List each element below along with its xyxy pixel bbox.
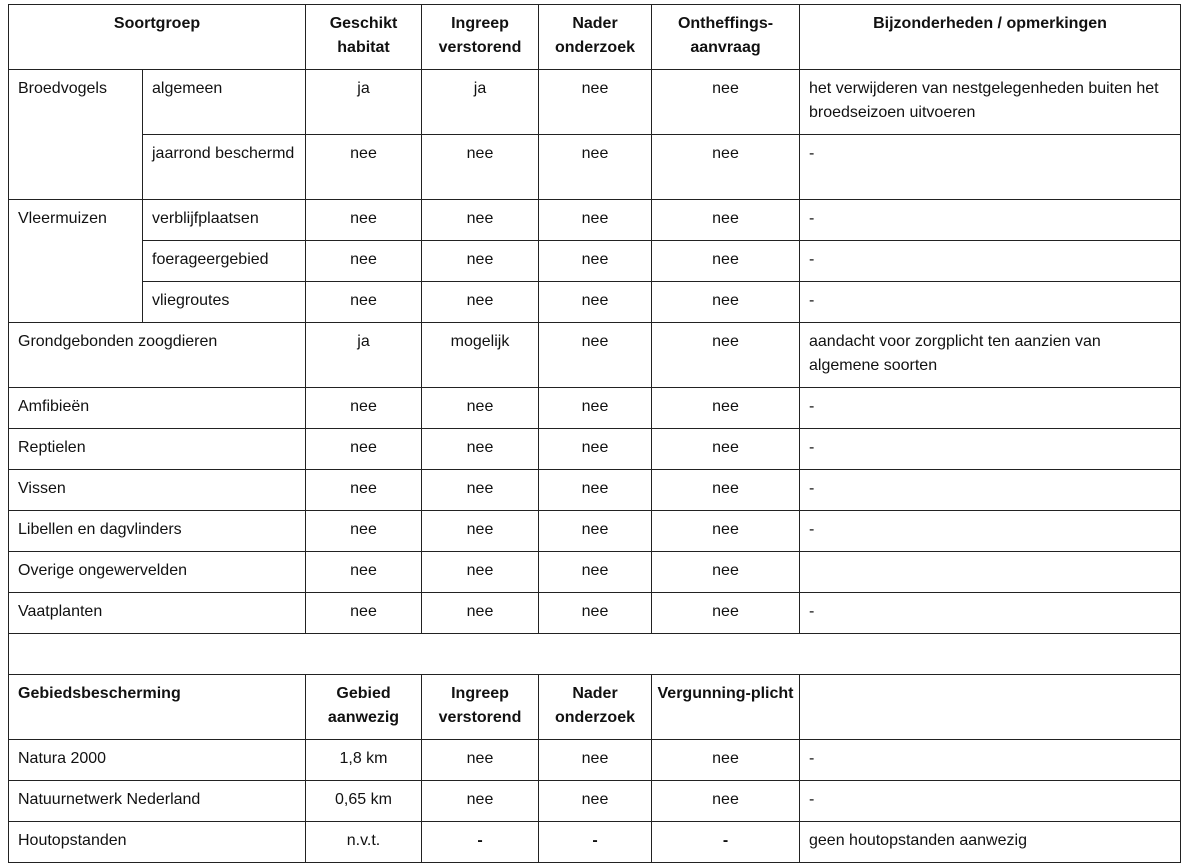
- table-row: [9, 200, 1181, 241]
- area-cell: Houtopstanden: [9, 822, 306, 863]
- subgroup-cell: foerageergebied: [143, 241, 306, 282]
- notes-cell: -: [800, 470, 1181, 511]
- table-row: [9, 241, 1181, 282]
- impact-cell: nee: [422, 781, 539, 822]
- species-header-row: [9, 5, 1181, 70]
- header-gebied-aanwezig: Gebied aanwezig: [306, 675, 422, 740]
- impact-cell: nee: [422, 593, 539, 634]
- impact-cell: nee: [422, 388, 539, 429]
- area-cell: Natura 2000: [9, 740, 306, 781]
- impact-cell: -: [422, 822, 539, 863]
- table-row: [9, 511, 1181, 552]
- subgroup-cell: vliegroutes: [143, 282, 306, 323]
- research-cell: nee: [539, 282, 652, 323]
- group-continuation-cell: [9, 282, 143, 323]
- impact-cell: nee: [422, 200, 539, 241]
- group-cell: Vissen: [9, 470, 306, 511]
- header-nader-onderzoek: Nader onderzoek: [539, 675, 652, 740]
- exemption-cell: nee: [652, 282, 800, 323]
- impact-cell: mogelijk: [422, 323, 539, 388]
- notes-cell: aandacht voor zorgplicht ten aanzien van algemene soorten: [800, 323, 1181, 388]
- research-cell: -: [539, 822, 652, 863]
- header-soortgroep: Soortgroep: [9, 5, 306, 70]
- table-row: [9, 822, 1181, 863]
- habitat-cell: nee: [306, 282, 422, 323]
- header-gebiedsbescherming: Gebiedsbescherming: [9, 675, 306, 740]
- group-broedvogels: Broedvogels: [9, 70, 143, 135]
- subgroup-cell: algemeen: [143, 70, 306, 135]
- exemption-cell: nee: [652, 470, 800, 511]
- notes-cell: -: [800, 200, 1181, 241]
- research-cell: nee: [539, 135, 652, 200]
- group-cell: Libellen en dagvlinders: [9, 511, 306, 552]
- exemption-cell: nee: [652, 429, 800, 470]
- table-row: [9, 740, 1181, 781]
- notes-cell: [800, 552, 1181, 593]
- notes-cell: -: [800, 388, 1181, 429]
- notes-cell: het verwijderen van nestgelegenheden buiten het broedseizoen uitvoeren: [800, 70, 1181, 135]
- habitat-cell: nee: [306, 429, 422, 470]
- present-cell: 1,8 km: [306, 740, 422, 781]
- impact-cell: nee: [422, 511, 539, 552]
- group-continuation-cell: [9, 135, 143, 200]
- table-row: [9, 282, 1181, 323]
- table-row: [9, 781, 1181, 822]
- impact-cell: nee: [422, 241, 539, 282]
- table-row: [9, 429, 1181, 470]
- research-cell: nee: [539, 70, 652, 135]
- habitat-cell: nee: [306, 511, 422, 552]
- group-continuation-cell: [9, 241, 143, 282]
- habitat-cell: nee: [306, 593, 422, 634]
- table-row: [9, 323, 1181, 388]
- exemption-cell: nee: [652, 552, 800, 593]
- group-cell: Overige ongewervelden: [9, 552, 306, 593]
- notes-cell: -: [800, 740, 1181, 781]
- area-header-row: [9, 675, 1181, 740]
- header-ontheffingsaanvraag: Ontheffings-aanvraag: [652, 5, 800, 70]
- impact-cell: nee: [422, 282, 539, 323]
- notes-cell: -: [800, 429, 1181, 470]
- group-cell: Reptielen: [9, 429, 306, 470]
- spacer-row: [9, 634, 1181, 675]
- impact-cell: nee: [422, 740, 539, 781]
- group-cell: Vaatplanten: [9, 593, 306, 634]
- impact-cell: nee: [422, 552, 539, 593]
- exemption-cell: nee: [652, 593, 800, 634]
- research-cell: nee: [539, 429, 652, 470]
- table-row: [9, 70, 1181, 135]
- notes-cell: -: [800, 241, 1181, 282]
- research-cell: nee: [539, 200, 652, 241]
- permit-cell: -: [652, 822, 800, 863]
- habitat-cell: nee: [306, 552, 422, 593]
- impact-cell: nee: [422, 135, 539, 200]
- habitat-cell: nee: [306, 388, 422, 429]
- subgroup-cell: jaarrond beschermd: [143, 135, 306, 200]
- habitat-cell: nee: [306, 470, 422, 511]
- exemption-cell: nee: [652, 200, 800, 241]
- table-row: [9, 470, 1181, 511]
- header-geschikt-habitat: Geschikt habitat: [306, 5, 422, 70]
- subgroup-cell: verblijfplaatsen: [143, 200, 306, 241]
- research-cell: nee: [539, 552, 652, 593]
- notes-cell: -: [800, 282, 1181, 323]
- header-ingreep-verstorend: Ingreep verstorend: [422, 5, 539, 70]
- habitat-cell: nee: [306, 200, 422, 241]
- table-row: [9, 388, 1181, 429]
- notes-cell: -: [800, 593, 1181, 634]
- research-cell: nee: [539, 511, 652, 552]
- present-cell: n.v.t.: [306, 822, 422, 863]
- research-cell: nee: [539, 388, 652, 429]
- research-cell: nee: [539, 241, 652, 282]
- research-cell: nee: [539, 323, 652, 388]
- impact-cell: nee: [422, 470, 539, 511]
- research-cell: nee: [539, 470, 652, 511]
- exemption-cell: nee: [652, 511, 800, 552]
- group-cell: Grondgebonden zoogdieren: [9, 323, 306, 388]
- habitat-cell: ja: [306, 70, 422, 135]
- spacer-cell: [9, 634, 1181, 675]
- habitat-cell: ja: [306, 323, 422, 388]
- exemption-cell: nee: [652, 388, 800, 429]
- exemption-cell: nee: [652, 70, 800, 135]
- habitat-cell: nee: [306, 241, 422, 282]
- notes-cell: -: [800, 781, 1181, 822]
- exemption-cell: nee: [652, 135, 800, 200]
- species-assessment-table: [8, 4, 1181, 863]
- header-empty: [800, 675, 1181, 740]
- exemption-cell: nee: [652, 241, 800, 282]
- permit-cell: nee: [652, 740, 800, 781]
- present-cell: 0,65 km: [306, 781, 422, 822]
- impact-cell: ja: [422, 70, 539, 135]
- habitat-cell: nee: [306, 135, 422, 200]
- research-cell: nee: [539, 781, 652, 822]
- group-cell: Amfibieën: [9, 388, 306, 429]
- header-bijzonderheden: Bijzonderheden / opmerkingen: [800, 5, 1181, 70]
- header-nader-onderzoek: Nader onderzoek: [539, 5, 652, 70]
- header-ingreep-verstorend: Ingreep verstorend: [422, 675, 539, 740]
- group-vleermuizen: Vleermuizen: [9, 200, 143, 241]
- impact-cell: nee: [422, 429, 539, 470]
- notes-cell: -: [800, 135, 1181, 200]
- notes-cell: -: [800, 511, 1181, 552]
- permit-cell: nee: [652, 781, 800, 822]
- table-row: [9, 135, 1181, 200]
- table-row: [9, 593, 1181, 634]
- notes-cell: geen houtopstanden aanwezig: [800, 822, 1181, 863]
- area-cell: Natuurnetwerk Nederland: [9, 781, 306, 822]
- exemption-cell: nee: [652, 323, 800, 388]
- research-cell: nee: [539, 593, 652, 634]
- research-cell: nee: [539, 740, 652, 781]
- header-vergunningplicht: Vergunning-plicht: [652, 675, 800, 740]
- table-row: [9, 552, 1181, 593]
